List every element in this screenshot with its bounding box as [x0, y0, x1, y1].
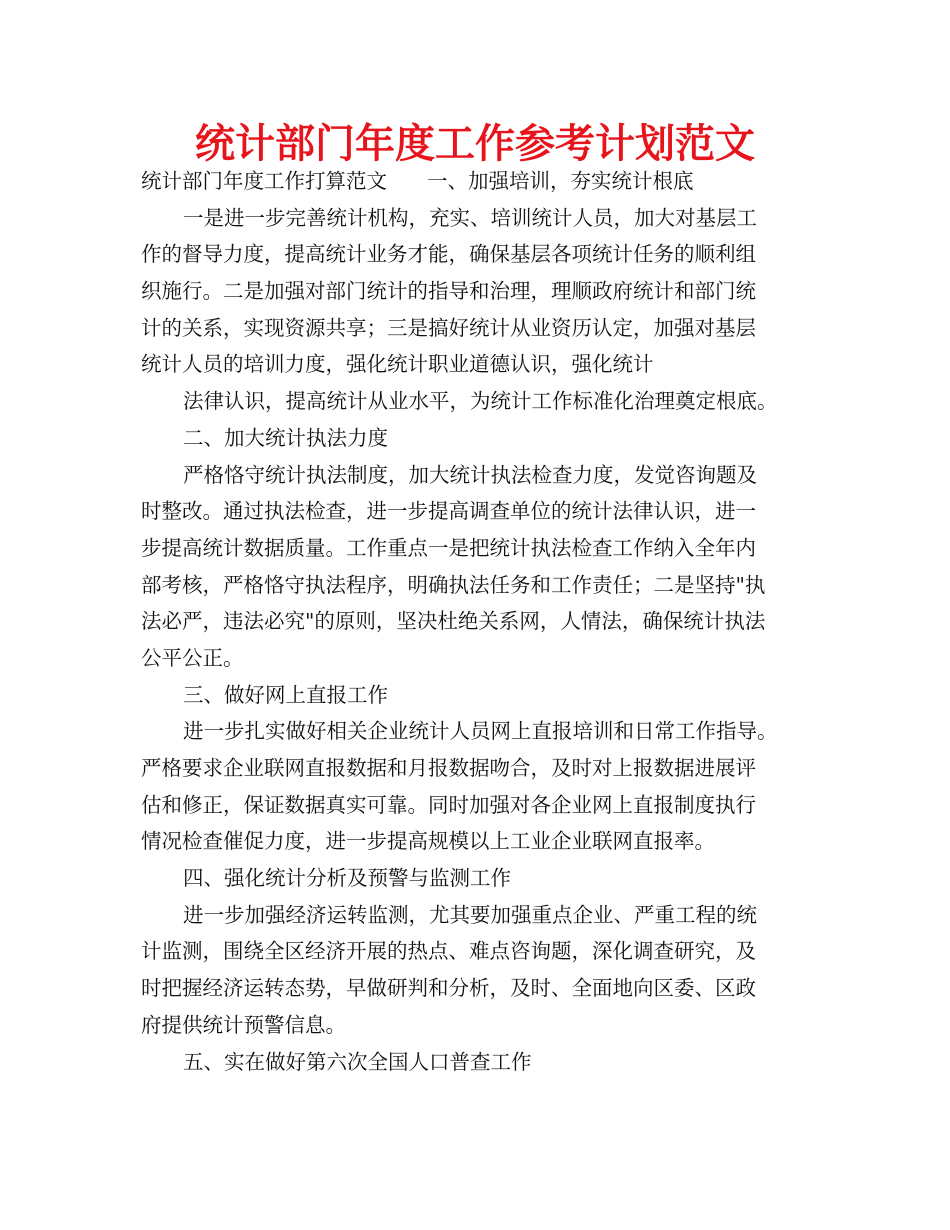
subtitle-line — [141, 163, 821, 200]
paragraph-line: 公平公正。 — [141, 645, 244, 670]
document-subtitle: 统计部门年度工作打算范文 — [141, 169, 387, 193]
paragraph-line: 法律认识，提高统计从业水平，为统计工作标准化治理奠定根底。 — [183, 389, 778, 414]
paragraph-line: 五、实在做好第六次全国人口普查工作 — [183, 1049, 532, 1074]
document-body — [141, 163, 821, 1080]
paragraph-line: 估和修正，保证数据真实可靠。同时加强对各企业网上直报制度执行 — [141, 792, 756, 817]
paragraph-line: 二、加大统计执法力度 — [183, 425, 388, 450]
paragraph-line: 时把握经济运转态势，早做研判和分析，及时、全面地向区委、区政 — [141, 976, 756, 1001]
paragraph-line: 作的督导力度，提高统计业务才能，确保基层各项统计任务的顺利组 — [141, 242, 756, 267]
paragraph-line: 情况检查催促力度，进一步提高规模以上工业企业联网直报率。 — [141, 829, 715, 854]
paragraph-line: 时整改。通过执法检查，进一步提高调查单位的统计法律认识，进一 — [141, 499, 756, 524]
paragraph-line: 三、做好网上直报工作 — [183, 682, 388, 707]
paragraph-line: 部考核，严格恪守执法程序，明确执法任务和工作责任；二是坚持"执 — [141, 572, 766, 597]
paragraph-line: 步提高统计数据质量。工作重点一是把统计执法检查工作纳入全年内 — [141, 535, 756, 560]
paragraph-line: 进一步加强经济运转监测，尤其要加强重点企业、严重工程的统 — [183, 902, 757, 927]
paragraph-line: 织施行。二是加强对部门统计的指导和治理，理顺政府统计和部门统 — [141, 279, 756, 304]
paragraph-line: 府提供统计预警信息。 — [141, 1012, 346, 1037]
paragraph-line: 计的关系，实现资源共享；三是搞好统计从业资历认定，加强对基层 — [141, 315, 756, 340]
paragraph-line: 严格恪守统计执法制度，加大统计执法检查力度，发觉咨询题及 — [183, 462, 757, 487]
paragraph-line: 统计人员的培训力度，强化统计职业道德认识，强化统计 — [141, 352, 654, 377]
paragraph-line: 四、强化统计分析及预警与监测工作 — [183, 866, 511, 891]
paragraph-line: 进一步扎实做好相关企业统计人员网上直报培训和日常工作指导。 — [183, 719, 778, 744]
paragraph-line: 严格要求企业联网直报数据和月报数据吻合，及时对上报数据进展评 — [141, 756, 756, 780]
paragraph-line: 法必严，违法必究"的原则，坚决杜绝关系网，人情法，确保统计执法 — [141, 609, 766, 634]
document-title: 统计部门年度工作参考计划范文 — [195, 121, 755, 167]
paragraph-line: 一是进一步完善统计机构，充实、培训统计人员，加大对基层工 — [183, 205, 757, 230]
section-heading-1: 一、加强培训，夯实统计根底 — [427, 169, 694, 193]
paragraph-line: 计监测，围绕全区经济开展的热点、难点咨询题，深化调查研究，及 — [141, 939, 756, 964]
